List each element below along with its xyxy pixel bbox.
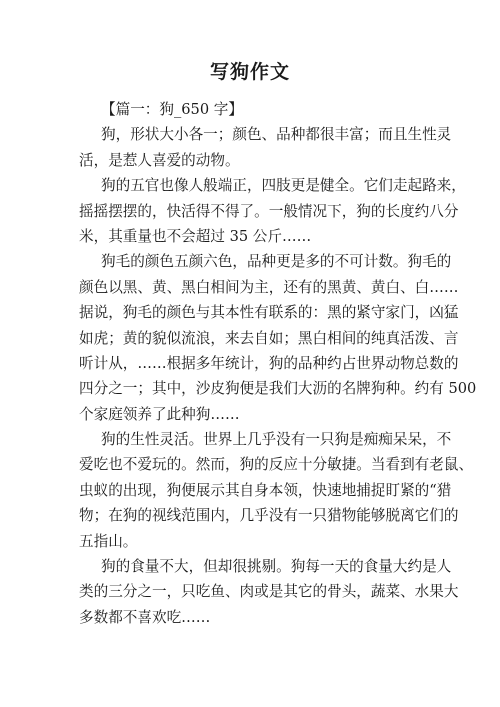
paragraph-4-line-1: 狗的生性灵活。世界上几乎没有一只狗是痴痴呆呆，不 bbox=[101, 431, 452, 449]
paragraph-2-line-3: 米，其重量也不会超过 35 公斤…… bbox=[79, 227, 312, 245]
paragraph-3-line-4: 如虎；黄的貌似流浪，来去自如；黑白相间的纯真活泼、言 bbox=[79, 329, 459, 347]
paragraph-3-line-7: 个家庭领养了此种狗…… bbox=[79, 405, 240, 423]
paragraph-4-line-4: 物；在狗的视线范围内，几乎没有一只猎物能够脱离它们的 bbox=[79, 507, 459, 525]
paragraph-2-line-2: 摇摇摆摆的，快活得不得了。一般情况下，狗的长度约八分 bbox=[79, 202, 459, 220]
paragraph-1-line-1: 狗，形状大小各一；颜色、品种都很丰富；而且生性灵 bbox=[101, 126, 452, 144]
paragraph-1-line-2: 活，是惹人喜爱的动物。 bbox=[79, 151, 240, 169]
section-heading: 【篇一：狗_650 字】 bbox=[101, 101, 243, 118]
paragraph-2-line-1: 狗的五官也像人般端正，四肢更是健全。它们走起路来， bbox=[101, 177, 466, 195]
paragraph-4-line-2: 爱吃也不爱玩的。然而，狗的反应十分敏捷。当看到有老鼠、 bbox=[79, 456, 474, 474]
paragraph-3-line-3: 据说，狗毛的颜色与其本性有联系的：黑的紧守家门，凶猛 bbox=[79, 304, 459, 322]
paragraph-3-line-6: 四分之一；其中，沙皮狗便是我们大沥的名牌狗种。约有 500 bbox=[79, 380, 477, 398]
paragraph-4-line-5: 五指山。 bbox=[79, 532, 138, 550]
paragraph-5-line-1: 狗的食量不大，但却很挑剔。狗每一天的食量大约是人 bbox=[101, 558, 452, 576]
paragraph-5-line-3: 多数都不喜欢吃…… bbox=[79, 608, 211, 626]
paragraph-3-line-1: 狗毛的颜色五颜六色，品种更是多的不可计数。狗毛的 bbox=[101, 253, 452, 271]
paragraph-3-line-2: 颜色以黑、黄、黑白相间为主，还有的黑黄、黄白、白…… bbox=[79, 278, 459, 296]
paragraph-4-line-3: 虫蚁的出现，狗便展示其自身本领，快速地捕捉盯紧的“猎 bbox=[79, 481, 452, 499]
document-body bbox=[79, 97, 477, 630]
paragraph-5-line-2: 类的三分之一，只吃鱼、肉或是其它的骨头，蔬菜、水果大 bbox=[79, 583, 459, 601]
document-title: 写狗作文 bbox=[209, 61, 290, 83]
paragraph-3-line-5: 听计从，……根据多年统计，狗的品种约占世界动物总数的 bbox=[79, 354, 459, 372]
